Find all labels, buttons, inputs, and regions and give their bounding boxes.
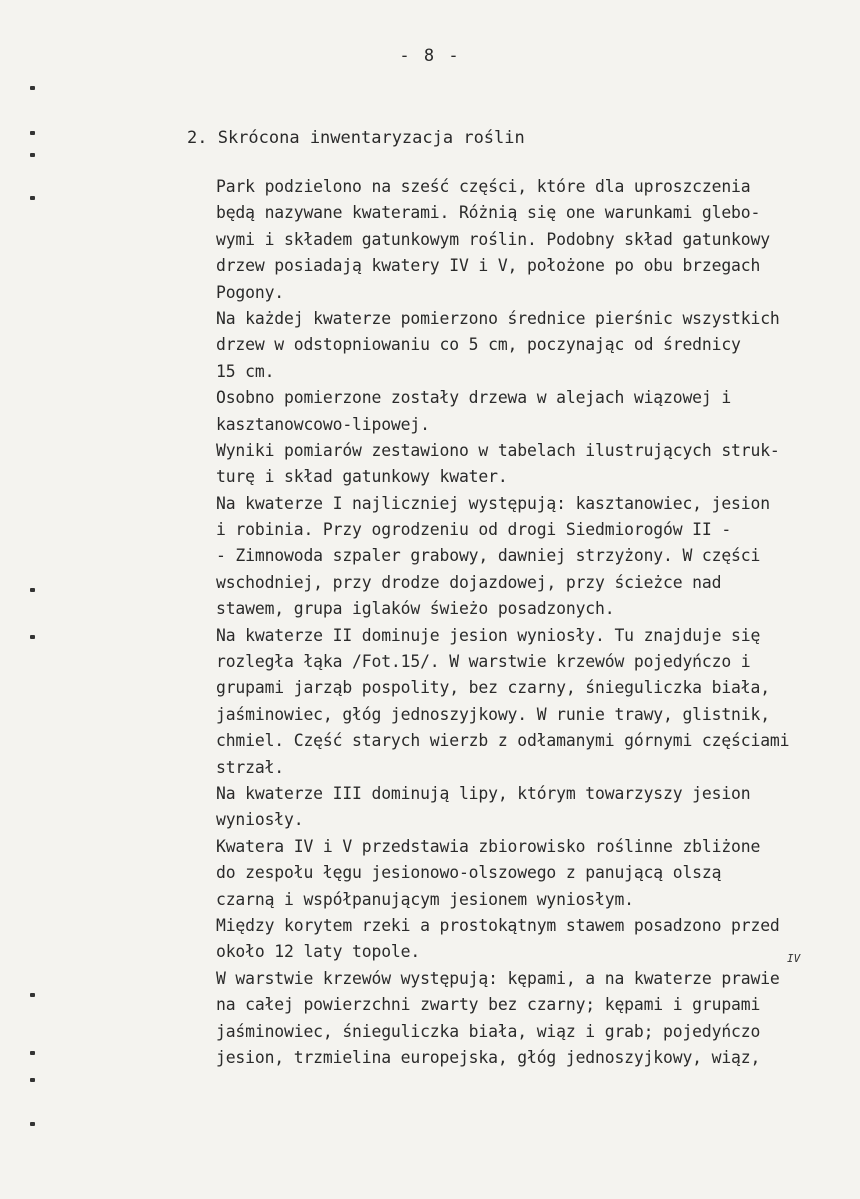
margin-mark [30,153,35,157]
text-line: stawem, grupa iglaków świeżo posadzonych. [216,599,615,619]
text-line: Na każdej kwaterze pomierzono średnice pierśnic wszystkich [216,308,780,328]
text-line: Wyniki pomiarów zestawiono w tabelach ilustrujących struk- [216,440,780,460]
margin-mark [30,196,35,200]
text-line: będą nazywane kwaterami. Różnią się one warunkami glebo- [216,203,761,223]
text-line: Kwatera IV i V przedstawia zbiorowisko roślinne zbliżone [216,836,761,856]
text-line: jaśminowiec, głóg jednoszyjkowy. W runie trawy, glistnik, [216,704,770,724]
text-line: około 12 laty topole. [216,942,421,962]
text-line: Osobno pomierzone zostały drzewa w alejach wiązowej i [216,388,732,408]
margin-mark [30,131,35,135]
margin-mark [30,635,35,639]
text-line: jaśminowiec, śnieguliczka biała, wiąz i grab; pojedyńczo [216,1021,761,1041]
text-line: wyniosły. [216,810,304,830]
text-line: Na kwaterze II dominuje jesion wyniosły. Tu znajduje się [216,625,761,645]
text-line: Pogony. [216,282,285,302]
margin-mark [30,86,35,90]
margin-mark [30,1078,35,1082]
margin-mark [30,1122,35,1126]
text-line: chmiel. Część starych wierzb z odłamanymi górnymi częściami [216,731,790,751]
text-line: drzew posiadają kwatery IV i V, położone po obu brzegach [216,256,761,276]
text-line: Park podzielono na sześć części, które dla uproszczenia [216,177,751,196]
text-line: W warstwie krzewów występują: kępami, a na kwaterze prawie [216,968,780,988]
text-line: Między korytem rzeki a prostokątnym stawem posadzono przed [216,915,780,935]
text-line: wymi i składem gatunkowym roślin. Podobny skład gatunkowy [216,229,770,249]
page-number: - 8 - [399,46,461,66]
margin-mark [30,993,35,997]
text-line: 15 cm. [216,361,275,381]
handwritten-annotation: IV [787,952,801,965]
section-heading: 2. Skrócona inwentaryzacja roślin [187,128,525,148]
text-line: kasztanowcowo-lipowej. [216,414,430,434]
text-line: i robinia. Przy ogrodzeniu od drogi Siedmiorogów II - [216,520,732,540]
text-line: turę i skład gatunkowy kwater. [216,467,508,487]
text-line: rozległa łąka /Fot.15/. W warstwie krzewów pojedyńczo i [216,652,751,672]
text-line: czarną i współpanującym jesionem wyniosłym. [216,889,634,909]
text-line: wschodniej, przy drodze dojazdowej, przy ścieżce nad [216,572,722,592]
text-line: Na kwaterze III dominują lipy, którym towarzyszy jesion [216,783,751,803]
text-line: - Zimnowoda szpaler grabowy, dawniej strzyżony. W części [216,546,761,566]
body-text [216,174,789,1071]
margin-mark [30,588,35,592]
margin-mark [30,1051,35,1055]
text-line: jesion, trzmielina europejska, głóg jednoszyjkowy, wiąz, [216,1047,761,1067]
text-line: do zespołu łęgu jesionowo-olszowego z panującą olszą [216,863,722,883]
text-line: na całej powierzchni zwarty bez czarny; kępami i grupami [216,995,761,1015]
text-line: grupami jarząb pospolity, bez czarny, śnieguliczka biała, [216,678,770,698]
text-line: strzał. [216,757,285,777]
text-line: drzew w odstopniowaniu co 5 cm, poczynając od średnicy [216,335,741,355]
text-line: Na kwaterze I najliczniej występują: kasztanowiec, jesion [216,493,770,513]
